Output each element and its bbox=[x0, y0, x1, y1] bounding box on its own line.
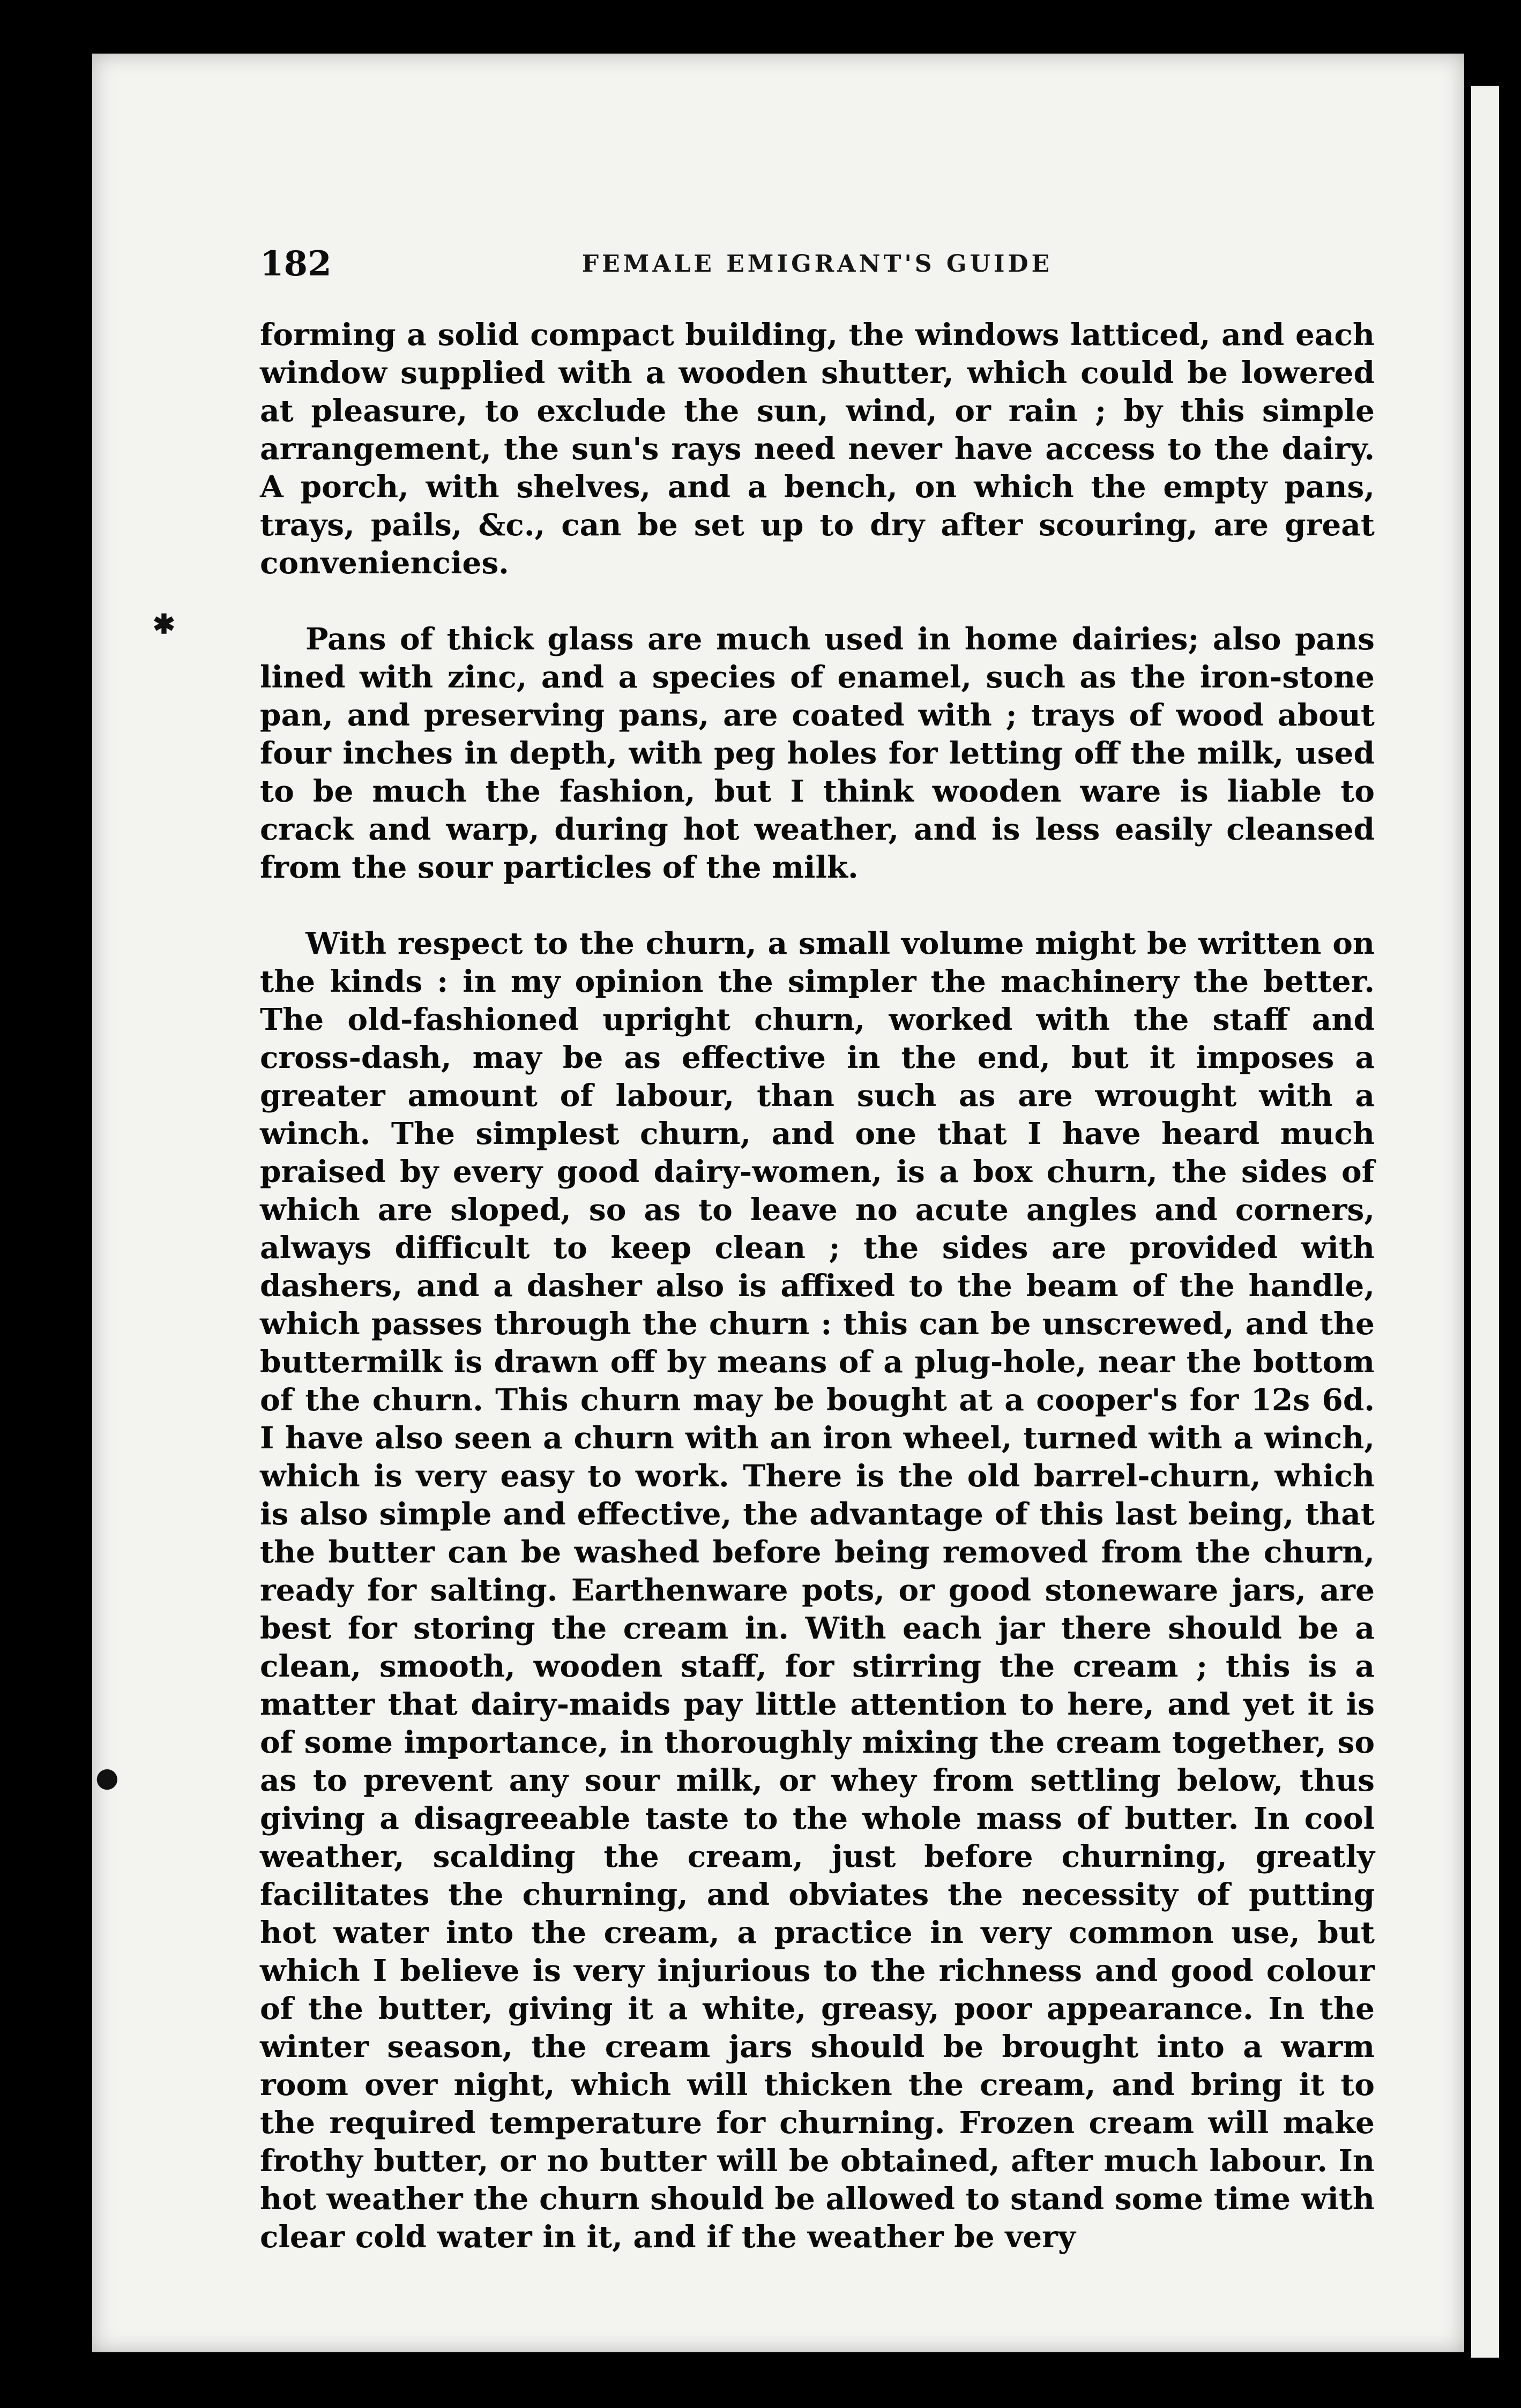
paragraph-pans: Pans of thick glass are much used in home dairies; also pans lined with zinc, and a species of enamel, such as the iron-stone pan, and preserving pans, are coated with ; trays of wood about four inches in depth, with peg holes for letting off the milk, used to be much the fashion, but I think wooden ware is liable to crack and warp, during hot weather, and is less easily cleansed from the sour particles of the milk. bbox=[260, 622, 1375, 885]
page-number: 182 bbox=[260, 244, 332, 284]
page-body bbox=[260, 316, 1375, 2256]
margin-mark: ✱ bbox=[153, 608, 175, 640]
adjacent-page-edge bbox=[1471, 86, 1499, 2358]
paragraph-churn: With respect to the churn, a small volume might be written on the kinds : in my opinion the simpler the machinery the better. The old-fashioned upright churn, worked with the staff and cross-dash, may be as effective in the end, but it imposes a greater amount of labour, than such as are wrought with a winch. The simplest churn, and one that I have heard much praised by every good dairy-women, is a box churn, the sides of which are sloped, so as to leave no acute angles and corners, always difficult to keep clean ; the sides are provided with dashers, and a dasher also is affixed to the beam of the handle, which passes through the churn : this can be unscrewed, and the buttermilk is drawn off by means of a plug-hole, near the bottom of the churn. This churn may be bought at a cooper's for 12s 6d. I have also seen a churn with an iron wheel, turned with a winch, which is very easy to work. There is the old barrel-churn, which is also simple and effective, the advantage of this last being, that the butter can be washed before being removed from the churn, ready for salting. Earthenware pots, or good stoneware jars, are best for storing the cream in. With each jar there should be a clean, smooth, wooden staff, for stirring the cream ; this is a matter that dairy-maids pay little attention to here, and yet it is of some importance, in thoroughly mixing the cream together, so as to prevent any sour milk, or whey from settling below, thus giving a disagreeable taste to the whole mass of butter. In cool weather, scalding the cream, just before churning, greatly facilitates the churning, and obviates the necessity of putting hot water into the cream, a practice in very common use, but which I believe is very injurious to the richness and good colour of the butter, giving it a white, greasy, poor appearance. In the winter season, the cream jars should be brought into a warm room over night, which will thicken the cream, and bring it to the required temperature for churning. Frozen cream will make frothy butter, or no butter will be obtained, after much labour. In hot weather the churn should be allowed to stand some time with clear cold water in it, and if the weather be very bbox=[260, 926, 1375, 2255]
paragraph-dairy-building: forming a solid compact building, the windows latticed, and each window supplied with a wooden shutter, which could be lowered at pleasure, to exclude the sun, wind, or rain ; by this simple arrangement, the sun's rays need never have access to the dairy. A porch, with shelves, and a bench, on which the empty pans, trays, pails, &c., can be set up to dry after scouring, are great conveniencies. bbox=[260, 317, 1375, 581]
running-title: FEMALE EMIGRANT'S GUIDE bbox=[581, 250, 1053, 278]
margin-mark: ● bbox=[95, 1761, 119, 1793]
page-header bbox=[260, 244, 1375, 287]
